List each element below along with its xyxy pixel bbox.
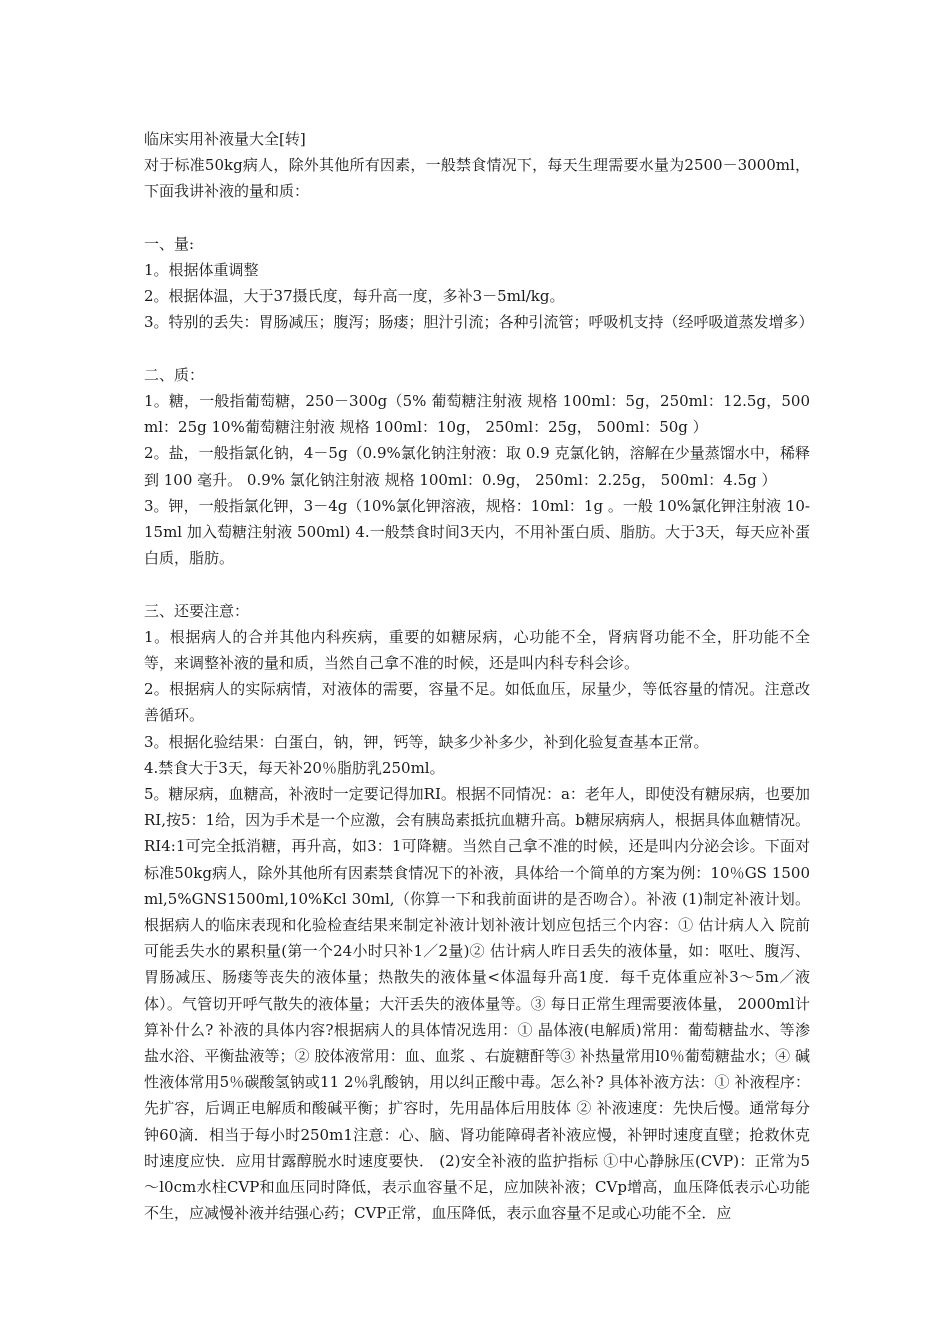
section-3-item: 2。根据病人的实际病情，对液体的需要，容量不足。如低血压，尿量少，等低容量的情况。注意改善循环。	[144, 680, 810, 725]
spacer	[144, 336, 810, 362]
section-3-item: 3。根据化验结果：白蛋白，钠，钾，钙等，缺多少补多少，补到化验复查基本正常。	[144, 732, 709, 751]
section-2-item: 2。盐，一般指氯化钠，4－5g（0.9%氯化钠注射液：取 0.9 克氯化钠，溶解在少量蒸馏水中，稀释到 100 毫升。 0.9% 氯化钠注射液 规格 100ml：0.9g， 250ml：2.25g， 500ml：4.5g ）	[144, 444, 810, 489]
section-3-item: 1。根据病人的合并其他内科疾病，重要的如糖尿病，心功能不全，肾病肾功能不全，肝功能不全等，来调整补液的量和质，当然自己拿不准的时候，还是叫内科专科会诊。	[144, 627, 810, 673]
intro-paragraph: 对于标准50kg病人，除外其他所有因素，一般禁食情况下，每天生理需要水量为2500－3000ml，下面我讲补液的量和质：	[144, 156, 810, 201]
section-2-heading: 二、质：	[144, 365, 205, 384]
document-body	[144, 126, 814, 1226]
section-1-item: 1。根据体重调整	[144, 261, 259, 279]
section-2-item: 1。糖，一般指葡萄糖，250－300g（5% 葡萄糖注射液 规格 100ml：5g，250ml：12.5g，500ml：25g 10%葡萄糖注射液 规格 100ml：10g， 250ml：25g， 500ml：50g ）	[144, 392, 810, 437]
spacer	[144, 205, 810, 231]
section-3-item: 5。糖尿病，血糖高，补液时一定要记得加RI。根据不同情况：a：老年人，即使没有糖尿病，也要加RI,按5：1给，因为手术是一个应激，会有胰岛素抵抗血糖升高。b糖尿病病人，根据具体血糖情况。RI4:1可完全抵消糖，再升高，如3：1可降糖。当然自己拿不准的时候，还是叫内分泌会诊。下面对标准50kg病人，除外其他所有因素禁食情况下的补液，具体给一个简单的方案为例：10％GS 1500ml,5%GNS1500ml,10%Kcl 30ml,（你算一下和我前面讲的是否吻合）。补液 (1)制定补液计划。根据病人的临床表现和化验检查结果来制定补液计划补液计划应包括三个内容：① 估计病人入 院前可能丢失水的累积量(第一个24小时只补1／2量)② 估计病人昨日丢失的液体量，如：呕吐、腹泻、胃肠减压、肠瘘等丧失的液体量；热散失的液体量<体温每升高1度．每千克体重应补3～5m／液体）。气管切开呼气散失的液体量；大汗丢失的液体量等。③ 每日正常生理需要液体量， 2000ml计算补什么? 补液的具体内容?根据病人的具体情况选用：① 晶体液(电解质)常用：葡萄糖盐水、等渗盐水浴、平衡盐液等；② 胶体液常用：血、血浆 、右旋糖酐等③ 补热量常用l0％葡萄糖盐水；④ 碱性液体常用5％碳酸氢钠或11 2％乳酸钠，用以纠正酸中毒。怎么补? 具体补液方法：① 补液程序：先扩容，后调正电解质和酸碱平衡；扩容时，先用晶体后用肢体 ② 补液速度：先快后慢。通常每分钟60滴．相当于每小时250m1注意：心、脑、肾功能障碍者补液应慢，补钾时速度直壁；抢救休克时速度应快．应用甘露醇脱水时速度要快． (2)安全补液的监护指标 ①中心静脉压(CVP)：正常为5～l0cm水柱CVP和血压同时降低，表示血容量不足，应加陕补液；CVp增高，血压降低表示心功能不生，应减慢补液并结强心药；CVP正常，血压降低，表示血容量不足或心功能不全．应	[144, 785, 810, 1223]
document-title: 临床实用补液量大全[转]	[144, 130, 306, 148]
section-1-item: 3。特别的丢失：胃肠减压；腹泻；肠瘘；胆汁引流；各种引流管；呼吸机支持（经呼吸道蒸发增多）	[144, 313, 814, 332]
spacer	[144, 571, 810, 597]
section-3-heading: 三、还要注意：	[144, 601, 250, 620]
section-1-item: 2。根据体温，大于37摄氏度，每升高一度，多补3－5ml/kg。	[144, 287, 565, 306]
section-2-item: 3。钾，一般指氯化钾，3－4g（10%氯化钾溶液，规格：10ml：1g 。一般 10%氯化钾注射液 10-15ml 加入萄糖注射液 500ml) 4.一般禁食时间3天内，不用补蛋白质、脂肪。大于3天，每天应补蛋白质，脂肪。	[144, 496, 810, 568]
section-1-heading: 一、量:	[144, 234, 195, 253]
section-3-item: 4.禁食大于3天，每天补20％脂肪乳250ml。	[144, 758, 445, 777]
